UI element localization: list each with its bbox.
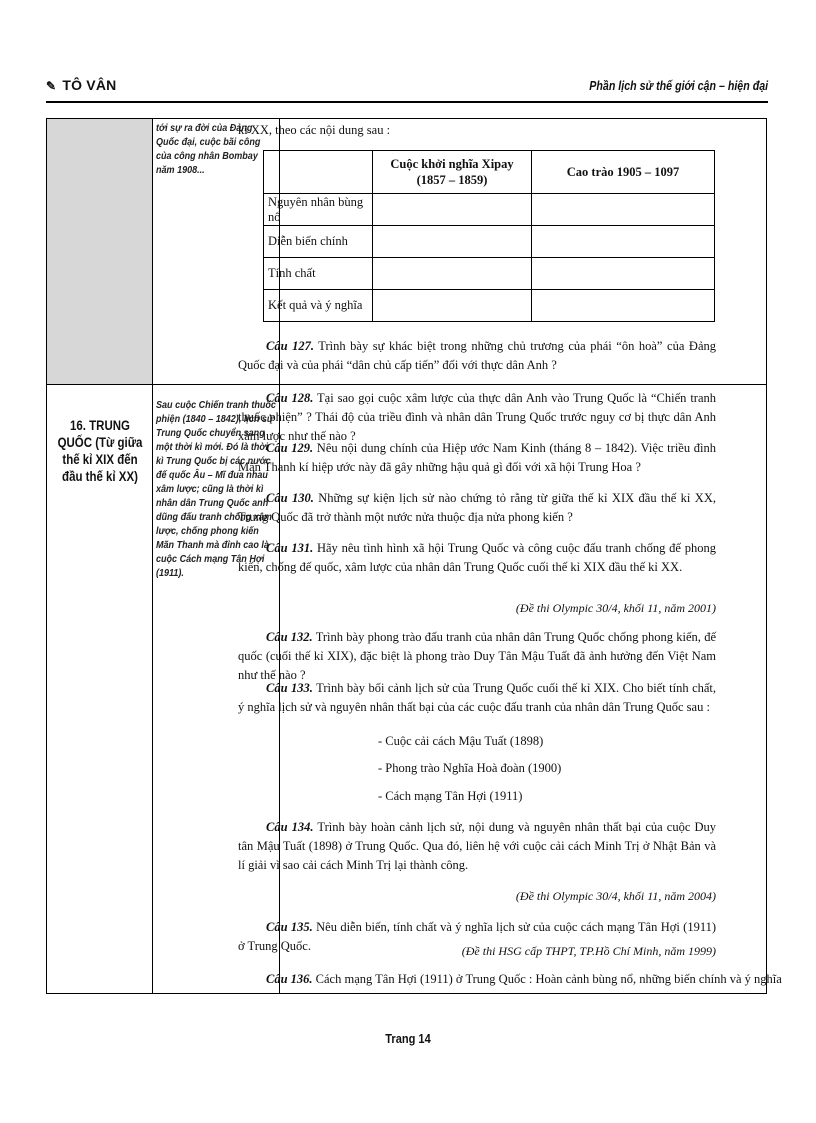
- source-note-135: (Đề thi HSG cấp THPT, TP.Hồ Chí Minh, năm 1999): [461, 944, 716, 958]
- table-row: [264, 226, 715, 258]
- source-note-131: (Đề thi Olympic 30/4, khối 11, năm 2001): [515, 601, 716, 615]
- row-label: Tính chất: [264, 258, 373, 290]
- row-label: Kết quả và ý nghĩa: [264, 290, 373, 322]
- topic-title: 16. TRUNG QUỐC (Từ giữa thế kỉ XIX đến đầu thế kỉ XX): [57, 418, 143, 484]
- question-127: Câu 127. Trình bày sự khác biệt trong những chủ trương của phái “ôn hoà” của Đảng Quốc đại và của phái “dân chủ cấp tiến” đối với thực dân Anh ?: [238, 339, 716, 372]
- section-title: Phần lịch sử thế giới cận – hiện đại: [589, 78, 768, 93]
- column-divider-1: [152, 119, 153, 993]
- page-header: [46, 77, 768, 99]
- topic-cell-shaded: [47, 119, 152, 385]
- question-132: Câu 132. Trình bày phong trào đấu tranh của nhân dân Trung Quốc chống phong kiến, đế quốc (cuối thế kỉ XIX), đặc biệt là phong trào Duy Tân Mậu Tuất đã ảnh hưởng đến Việt Nam như thế nào ?: [238, 630, 716, 682]
- row1-intro: kỉ XX, theo các nội dung sau :: [238, 123, 391, 137]
- question-135: Câu 135. Nêu diễn biến, tính chất và ý nghĩa lịch sử của cuộc cách mạng Tân Hợi (1911) ở Trung Quốc.: [238, 920, 717, 953]
- row-label: Nguyên nhân bùng nổ: [264, 194, 373, 226]
- row-divider: [47, 384, 766, 385]
- list-item: - Cuộc cải cách Mậu Tuất (1898): [378, 734, 544, 748]
- comparison-table: [263, 150, 715, 322]
- question-130: Câu 130. Những sự kiện lịch sử nào chứng tỏ rằng từ giữa thế kỉ XIX đầu thế kỉ XX, Trung Quốc đã trở thành một nước nửa thuộc địa nửa phong kiến ?: [238, 491, 716, 524]
- question-129: Câu 129. Nêu nội dung chính của Hiệp ước Nam Kinh (tháng 8 – 1842). Việc triều đình Mãn Thanh kí hiệp ước này đã gây những hậu quả gì đối với xã hội Trung Hoa ?: [238, 441, 716, 474]
- table-header-row: [264, 151, 715, 194]
- question-134: Câu 134. Trình bày hoàn cảnh lịch sử, nội dung và nguyên nhân thất bại của cuộc Duy tân Mậu Tuất (1898) ở Trung Quốc. Qua đó, liên hệ với cuộc cải cách Minh Trị ở Nhật Bản và lí giải vì sao cải cách Minh Trị lại thành công.: [238, 820, 716, 872]
- question-128: Câu 128. Tại sao gọi cuộc xâm lược của thực dân Anh vào Trung Quốc là “Chiến tranh thuốc phiện” ? Thái độ của triều đình và nhân dân Trung Quốc trước nguy cơ bị thực dân Anh xâm lược như thế nào ?: [238, 391, 717, 443]
- question-136: Câu 136. Cách mạng Tân Hợi (1911) ở Trung Quốc : Hoàn cảnh bùng nổ, những biến chính và ý nghĩa: [266, 972, 782, 986]
- row-label: Diễn biến chính: [264, 226, 373, 258]
- page-number: Trang 14: [385, 1031, 431, 1046]
- question-131: Câu 131. Hãy nêu tình hình xã hội Trung Quốc và công cuộc đấu tranh chống đế phong kiến, chống đế quốc, xâm lược của nhân dân Trung Quốc cuối thế kỉ XIX đầu thế kỉ XX.: [238, 541, 716, 574]
- table-header-cell: [264, 151, 373, 194]
- pen-icon: ✎: [46, 79, 57, 93]
- list-item: - Phong trào Nghĩa Hoà đoàn (1900): [378, 761, 562, 775]
- table-header-cell: Cuộc khởi nghĩa Xipay (1857 – 1859): [373, 151, 532, 194]
- list-item: - Cách mạng Tân Hợi (1911): [378, 789, 523, 803]
- question-133: Câu 133. Trình bày bối cảnh lịch sử của Trung Quốc cuối thế kỉ XIX. Cho biết tính chất, ý nghĩa lịch sử và nguyên nhân thất bại của các cuộc đấu tranh của nhân dân Trung Quốc sau :: [238, 681, 717, 714]
- author-block: [46, 77, 116, 93]
- row1-summary: tới sự ra đời của Đảng Quốc đại, cuộc bãi công của công nhân Bombay năm 1908...: [156, 122, 261, 176]
- table-row: [264, 194, 715, 226]
- header-divider: [46, 101, 768, 103]
- table-row: [264, 258, 715, 290]
- table-row: [264, 290, 715, 322]
- table-header-cell: Cao trào 1905 – 1097: [532, 151, 715, 194]
- source-note-134: (Đề thi Olympic 30/4, khối 11, năm 2004): [515, 889, 716, 903]
- author-name: TÔ VÂN: [62, 77, 117, 93]
- row2-summary: Sau cuộc Chiến tranh thuốc phiện (1840 – 1842), lịch sử Trung Quốc chuyển sang một thời kì mới. Đó là thời kì Trung Quốc bị các nước đế quốc Âu – Mĩ đua nhau xâm lược; cũng là thời kì nhân dân Trung Quốc anh dũng đấu tranh chống xâm lược, chống phong kiến Mãn Thanh mà đỉnh cao là cuộc Cách mạng Tân Hợi (1911).: [156, 399, 276, 579]
